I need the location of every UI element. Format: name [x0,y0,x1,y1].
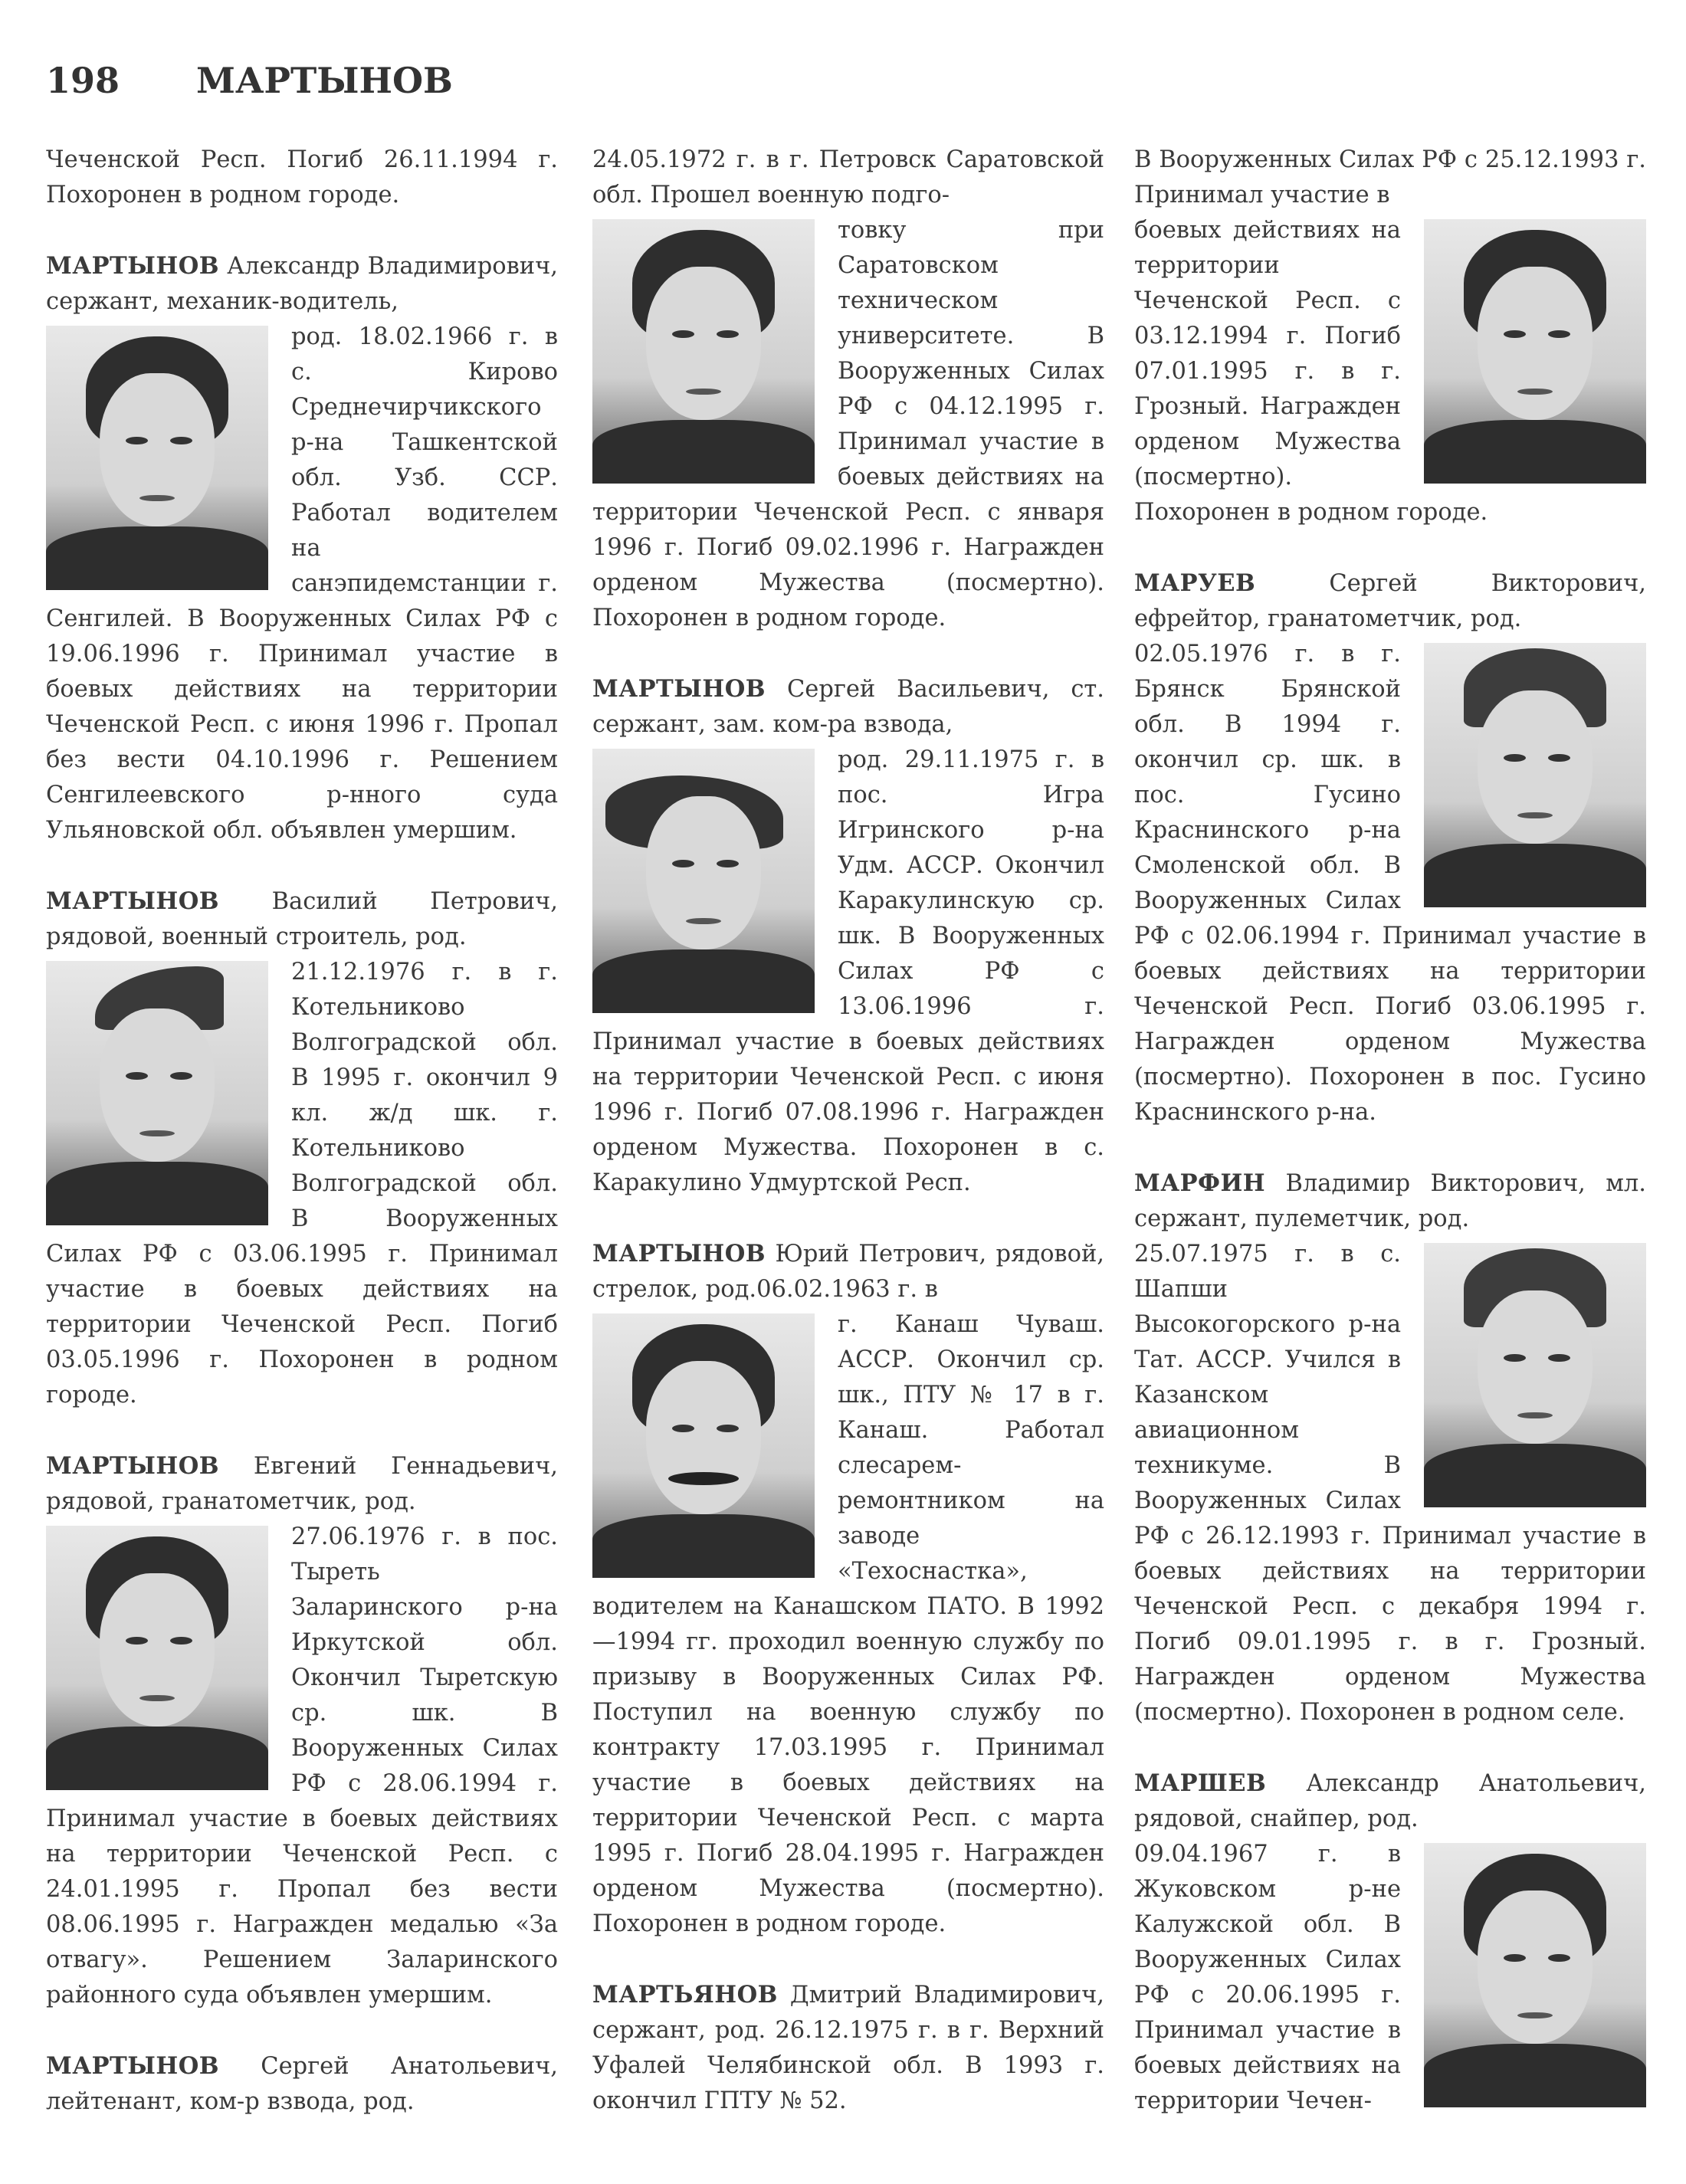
entry-maruev-sergey [1134,566,1646,1130]
page-header [46,60,453,101]
entry-body: боевых действиях на территории Чеченской Респ. с 03.12.1994 г. Погиб 07.01.1995 г. в г. Грозный. Награжден орденом Мужества (посмертно). Похоронен в родном городе. [1134,217,1488,526]
entry-surname: МАРТЫНОВ [46,1452,220,1480]
entry-martyanov-dmitriy [592,1977,1104,2119]
entry-intro: Дмитрий Владимирович, сержант, род. 26.12.1975 г. в г. Верхний Уфалей Челябинской обл. В 1993 г. окончил ГПТУ № 52. [592,1982,1104,2114]
entry-intro: Александр Владимирович, сержант, механик-водитель, [46,253,558,315]
entry-body: 02.05.1976 г. в г. Брянск Брянской обл. В 1994 г. окончил ср. шк. в пос. Гусино Краснинского р-на Смоленской обл. В Вооруженных Силах РФ с 02.06.1994 г. Принимал участие в боевых действиях на территории Чеченской Респ. Погиб 03.06.1995 г. Награжден орденом Мужества (посмертно). Похоронен в пос. Гусино Краснинского р-на. [1134,641,1646,1126]
entry-body: г. Канаш Чуваш. АССР. Окончил ср. шк., ПТУ № 17 в г. Канаш. Работал слесарем-ремонтником на заводе «Техоснастка», водителем на Канашском ПАТО. В 1992—1994 гг. проходил военную службу по призыву в Вооруженных Силах РФ. Поступил на военную службу по контракту 17.03.1995 г. Принимал участие в боевых действиях на территории Чеченской Респ. с марта 1995 г. Погиб 28.04.1995 г. Награжден орденом Мужества (посмертно). Похоронен в родном городе. [592,1311,1104,1937]
entry-martynov-evgeniy [46,1448,558,2013]
entry-surname: МАРШЕВ [1134,1769,1267,1797]
column-1 [46,143,558,2155]
entry-marfin-vladimir [1134,1166,1646,1730]
entry-body: 25.07.1975 г. в с. Шапши Высокогорского р-на Тат. АССР. Учился в Казанском авиационном техникуме. В Вооруженных Силах РФ с 26.12.1993 г. Принимал участие в боевых действиях на территории Чеченской Респ. с декабря 1994 г. Погиб 09.01.1995 г. в г. Грозный. Награжден орденом Мужества (посмертно). Похоронен в родном селе. [1134,1241,1646,1726]
entry-surname: МАРТЫНОВ [46,887,220,915]
entry-intro: Юрий Петрович, рядовой, стрелок, род.06.02.1963 г. в [592,1241,1104,1303]
entry-martynov-vasiliy [46,884,558,1413]
entry-surname: МАРТЫНОВ [46,252,220,280]
entry-surname: МАРТЫНОВ [592,675,766,703]
portrait-photo [46,326,268,590]
entry-martynov-sergey-v [592,671,1104,1201]
entry-intro: Александр Анатольевич, рядовой, снайпер, род. [1134,1770,1646,1832]
column-3 [1134,143,1646,2154]
portrait-photo [592,219,815,484]
entry-continuation [592,143,1104,636]
entry-surname: МАРТЫНОВ [592,1240,766,1267]
entry-body: товку при Саратовском техническом университете. В Вооруженных Силах РФ с 04.12.1995 г. Принимал участие в боевых действиях на территории Чеченской Респ. с января 1996 г. Погиб 09.02.1996 г. Награжден орденом Мужества (посмертно). Похоронен в родном городе. [592,217,1104,631]
entry-martynov-aleksandr [46,248,558,848]
column-2 [592,143,1104,2154]
entry-intro: Сергей Васильевич, ст. сержант, зам. ком-ра взвода, [592,676,1104,738]
entry-intro: Сергей Анатольевич, лейтенант, ком-р взвода, род. [46,2053,558,2115]
entry-continuation [46,143,558,213]
running-title: МАРТЫНОВ [196,60,453,101]
entry-text: Чеченской Респ. Погиб 26.11.1994 г. Похоронен в родном городе. [46,146,558,208]
entry-surname: МАРТЫНОВ [46,2052,220,2080]
entry-intro: В Вооруженных Силах РФ с 25.12.1993 г. Принимал участие в [1134,146,1646,208]
entry-marshev-aleksandr [1134,1766,1646,2119]
entry-intro: Сергей Викторович, ефрейтор, гранатометчик, род. [1134,570,1646,632]
entry-martynov-yuriy [592,1236,1104,1942]
entry-surname: МАРУЕВ [1134,569,1256,597]
portrait-photo [46,961,268,1225]
entry-body: 27.06.1976 г. в пос. Тыреть Заларинского р-на Иркутской обл. Окончил Тыретскую ср. шк. В Вооруженных Силах РФ с 28.06.1994 г. Принимал участие в боевых действиях на территории Чеченской Респ. с 24.01.1995 г. Пропал без вести 08.06.1995 г. Награжден медалью «За отвагу». Решением Заларинского районного суда объявлен умершим. [46,1523,558,2009]
portrait-photo [46,1526,268,1790]
entry-body: 21.12.1976 г. в г. Котельниково Волгоградской обл. В 1995 г. окончил 9 кл. ж/д шк. г. Котельниково Волгоградской обл. В Вооруженных Силах РФ с 03.06.1995 г. Принимал участие в боевых действиях на территории Чеченской Респ. Погиб 03.05.1996 г. Похоронен в родном городе. [46,959,558,1408]
entry-body: род. 18.02.1966 г. в с. Кирово Среднечирчикского р-на Ташкентской обл. Узб. ССР. Работал водителем на санэпидемстанции г. Сенгилей. В Вооруженных Силах РФ с 19.06.1996 г. Принимал участие в боевых действиях на территории Чеченской Респ. с июня 1996 г. Пропал без вести 04.10.1996 г. Решением Сенгилеевского р-нного суда Ульяновской обл. объявлен умершим. [46,323,558,844]
portrait-photo [592,749,815,1013]
page-number: 198 [46,60,120,101]
entry-continuation [1134,143,1646,530]
portrait-photo [592,1313,815,1578]
entry-intro: Евгений Геннадьевич, рядовой, гранатометчик, род. [46,1453,558,1515]
entry-intro: 24.05.1972 г. в г. Петровск Саратовской обл. Прошел военную подго- [592,146,1104,208]
entry-intro: Владимир Викторович, мл. сержант, пулеметчик, род. [1134,1170,1646,1232]
entry-martynov-sergey-a [46,2048,558,2120]
entry-body: 09.04.1967 г. в Жуковском р-не Калужской обл. В Вооруженных Силах РФ с 20.06.1995 г. Принимал участие в боевых действиях на территории Чечен- [1134,1841,1401,2114]
entry-intro: Василий Петрович, рядовой, военный строитель, род. [46,888,558,950]
entry-body: род. 29.11.1975 г. в пос. Игра Игринского р-на Удм. АССР. Окончил Каракулинскую ср. шк. В Вооруженных Силах РФ с 13.06.1996 г. Принимал участие в боевых действиях на территории Чеченской Респ. с июня 1996 г. Погиб 07.08.1996 г. Награжден орденом Мужества. Похоронен в с. Каракулино Удмуртской Респ. [592,746,1104,1196]
portrait-photo [1424,643,1646,907]
entry-surname: МАРФИН [1134,1169,1266,1197]
portrait-photo [1424,219,1646,484]
portrait-photo [1424,1243,1646,1507]
portrait-photo [1424,1843,1646,2107]
entry-surname: МАРТЬЯНОВ [592,1981,778,2009]
